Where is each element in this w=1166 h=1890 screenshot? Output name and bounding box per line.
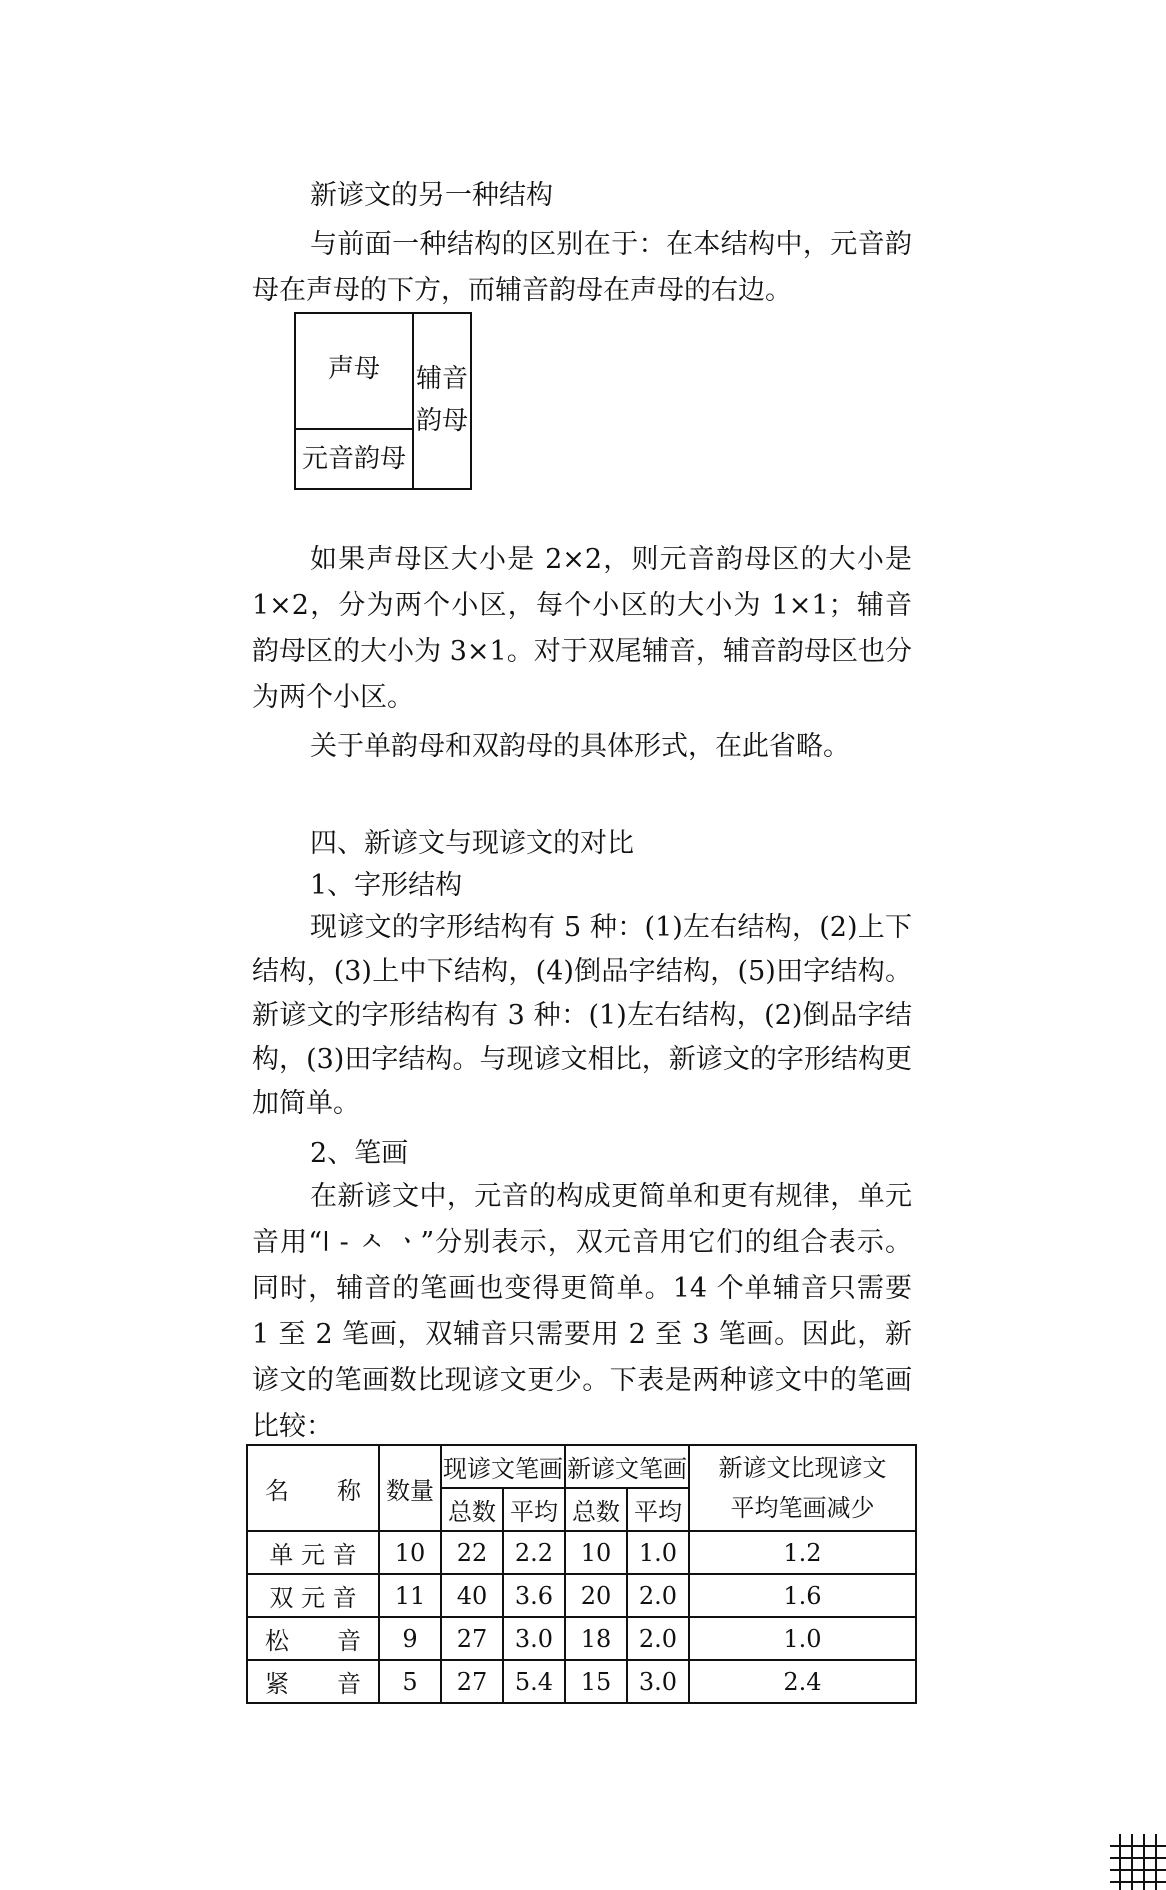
comparison-heading: 四、新谚文与现谚文的对比 (310, 828, 634, 859)
header-current-total: 总数 (441, 1488, 503, 1531)
row-current-total: 22 (441, 1531, 503, 1574)
row-new-average: 1.0 (627, 1531, 689, 1574)
table-header-row (247, 1445, 916, 1488)
header-reduction-line-2: 平均笔画减少 (730, 1494, 875, 1522)
row-reduction: 1.6 (689, 1574, 916, 1617)
row-name: 松 音 (247, 1617, 379, 1660)
row-current-average: 5.4 (503, 1660, 565, 1703)
strokes-paragraph: 在新谚文中，元音的构成更简单和更有规律，单元音用“ǀ - ㅅ ㆍ”分别表示，双元音用它们的组合表示。同时，辅音的笔画也变得更简单。14 个单辅音只需要 1 至 2 笔画，双辅音只需要用 2 至 3 笔画。因此，新谚文的笔画数比现谚文更少。下表是两种谚文中的笔画比较： (252, 1181, 912, 1442)
row-new-total: 15 (565, 1660, 627, 1703)
glyph-structure-paragraph: 现谚文的字形结构有 5 种：(1)左右结构，(2)上下结构，(3)上中下结构，(4)倒品字结构，(5)田字结构。新谚文的字形结构有 3 种：(1)左右结构，(2)倒品字结构，(3)田字结构。与现谚文相比，新谚文的字形结构更加简单。 (252, 912, 912, 1119)
row-current-average: 3.6 (503, 1574, 565, 1617)
row-count: 5 (379, 1660, 441, 1703)
strokes-heading: 2、笔画 (310, 1138, 409, 1169)
corner-grid-icon (1106, 1830, 1166, 1890)
row-new-average: 3.0 (627, 1660, 689, 1703)
table-row (247, 1531, 916, 1574)
diagram-consonant-final-label-1: 辅音 (415, 364, 468, 394)
size-paragraph: 如果声母区大小是 2×2，则元音韵母区的大小是 1×2，分为两个小区，每个小区的大小为 1×1；辅音韵母区的大小为 3×1。对于双尾辅音，辅音韵母区也分为两个小区。 (252, 544, 912, 713)
row-new-average: 2.0 (627, 1574, 689, 1617)
table-row (247, 1574, 916, 1617)
diagram-vowel-final-label: 元音韵母 (301, 444, 406, 474)
header-reduction (689, 1445, 916, 1531)
row-count: 9 (379, 1617, 441, 1660)
glyph-structure-heading: 1、字形结构 (310, 870, 463, 901)
header-name: 名 称 (247, 1445, 379, 1531)
row-new-total: 10 (565, 1531, 627, 1574)
row-current-average: 2.2 (503, 1531, 565, 1574)
table-row (247, 1660, 916, 1703)
syllable-structure-diagram (294, 312, 472, 490)
header-reduction-line-1: 新谚文比现谚文 (718, 1454, 887, 1482)
header-current-average: 平均 (503, 1488, 565, 1531)
section-title: 新谚文的另一种结构 (310, 180, 553, 211)
header-new-average: 平均 (627, 1488, 689, 1531)
header-new-strokes: 新谚文笔画 (565, 1445, 689, 1488)
row-reduction: 1.2 (689, 1531, 916, 1574)
row-name: 紧 音 (247, 1660, 379, 1703)
row-new-total: 18 (565, 1617, 627, 1660)
row-current-total: 27 (441, 1617, 503, 1660)
diagram-initial-label: 声母 (327, 354, 380, 384)
header-new-total: 总数 (565, 1488, 627, 1531)
row-new-average: 2.0 (627, 1617, 689, 1660)
structure-intro-paragraph: 与前面一种结构的区别在于：在本结构中，元音韵母在声母的下方，而辅音韵母在声母的右边。 (252, 229, 912, 306)
omit-paragraph: 关于单韵母和双韵母的具体形式，在此省略。 (310, 731, 850, 762)
row-count: 11 (379, 1574, 441, 1617)
diagram-consonant-final-label-2: 韵母 (415, 406, 468, 436)
row-reduction: 1.0 (689, 1617, 916, 1660)
header-current-strokes: 现谚文笔画 (441, 1445, 565, 1488)
row-reduction: 2.4 (689, 1660, 916, 1703)
row-name: 单 元 音 (247, 1531, 379, 1574)
row-new-total: 20 (565, 1574, 627, 1617)
row-name: 双 元 音 (247, 1574, 379, 1617)
header-count: 数量 (379, 1445, 441, 1531)
row-current-total: 27 (441, 1660, 503, 1703)
row-current-total: 40 (441, 1574, 503, 1617)
row-current-average: 3.0 (503, 1617, 565, 1660)
row-count: 10 (379, 1531, 441, 1574)
strokes-comparison-table (246, 1444, 917, 1704)
table-row (247, 1617, 916, 1660)
